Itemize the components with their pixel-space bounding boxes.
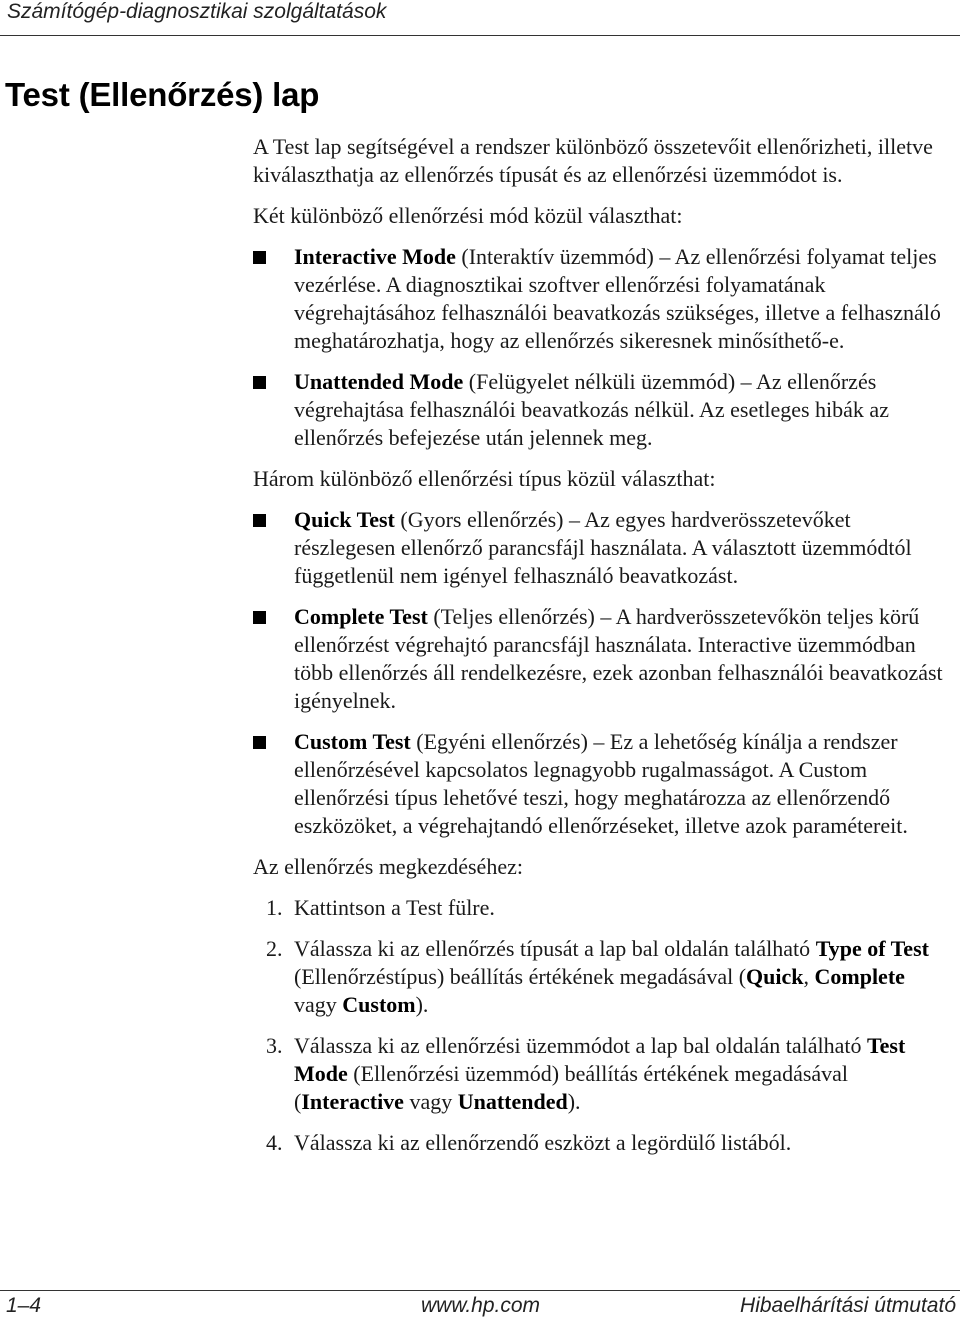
bullet-square-icon (253, 251, 266, 264)
option-label: Test Mode (294, 1033, 906, 1086)
option-value: Complete (814, 964, 905, 989)
step-text: vagy (294, 992, 343, 1017)
step-item (253, 935, 953, 1019)
step-number: 3. (266, 1033, 283, 1058)
description: (Gyors ellenőrzés) – Az egyes hardverösszetevőket részlegesen ellenőrző parancsfájl használata. A választott üzemmódtól függetlenül nem igényel felhasználó beavatkozást. (294, 507, 912, 588)
modes-lead: Két különböző ellenőrzési mód közül választhat: (253, 203, 683, 228)
modes-list (253, 243, 953, 452)
types-lead: Három különböző ellenőrzési típus közül választhat: (253, 466, 716, 491)
description: (Teljes ellenőrzés) – A hardverösszetevőkön teljes körű ellenőrzést végrehajtó parancsfájl használata. Interactive üzemmódban több ellenőrzés áll rendelkezésre, ezek azonban felhasználói beavatkozást igényelnek. (294, 604, 943, 713)
step-text: Kattintson a Test fülre. (294, 895, 495, 920)
list-item (253, 506, 953, 590)
step-item (253, 1032, 953, 1116)
step-text: Válassza ki az ellenőrzendő eszközt a legördülő listából. (294, 1130, 792, 1155)
running-header: Számítógép-diagnosztikai szolgáltatások (7, 0, 387, 23)
step-number: 4. (266, 1130, 283, 1155)
steps-list (253, 894, 953, 1157)
step-item (253, 1129, 953, 1157)
term: Quick Test (294, 507, 395, 532)
list-item (253, 728, 953, 840)
page-number: 1–4 (6, 1294, 42, 1317)
types-list (253, 506, 953, 840)
term: Unattended Mode (294, 369, 464, 394)
list-item (253, 603, 953, 715)
description: (Felügyelet nélküli üzemmód) – Az ellenőrzés végrehajtása felhasználói beavatkozás nélkül. Az esetleges hibák az ellenőrzés befejezése után jelennek meg. (294, 369, 889, 450)
step-text: ). (567, 1089, 581, 1114)
option-value: Interactive (301, 1089, 404, 1114)
description: (Egyéni ellenőrzés) – Ez a lehetőség kínálja a rendszer ellenőrzésével kapcsolatos legnagyobb rugalmasságot. A Custom ellenőrzési típus lehetővé teszi, hogy meghatározza az ellenőrzendő eszközöket, a végrehajtandó ellenőrzéseket, illetve azok paramétereit. (294, 729, 908, 838)
step-number: 2. (266, 936, 283, 961)
step-number: 1. (266, 895, 283, 920)
option-value: Unattended (457, 1089, 568, 1114)
step-text: ). (415, 992, 429, 1017)
step-text: , (803, 964, 815, 989)
list-item (253, 368, 953, 452)
step-text: Válassza ki az ellenőrzés típusát a lap bal oldalán található (294, 936, 816, 961)
step-text: (Ellenőrzéstípus) beállítás értékének megadásával ( (294, 964, 747, 989)
term: Interactive Mode (294, 244, 456, 269)
footer-url: www.hp.com (421, 1294, 541, 1317)
description: (Interaktív üzemmód) – Az ellenőrzési folyamat teljes vezérlése. A diagnosztikai szoftver ellenőrzési folyamatának végrehajtásához felhasználói beavatkozás szükséges, illetve a felhasználó meghatározhatja, hogy az ellenőrzés sikeresnek minősíthető-e. (294, 244, 941, 353)
footer-divider (0, 1290, 960, 1291)
option-value: Custom (342, 992, 416, 1017)
step-text: Válassza ki az ellenőrzési üzemmódot a lap bal oldalán található (294, 1033, 867, 1058)
header-divider (0, 35, 960, 36)
step-item (253, 894, 953, 922)
page-title: Test (Ellenőrzés) lap (5, 76, 320, 113)
step-text: vagy (403, 1089, 458, 1114)
steps-lead: Az ellenőrzés megkezdéséhez: (253, 854, 523, 879)
option-value: Quick (746, 964, 804, 989)
term: Complete Test (294, 604, 428, 629)
term: Custom Test (294, 729, 411, 754)
bullet-square-icon (253, 611, 266, 624)
bullet-square-icon (253, 736, 266, 749)
intro-paragraph: A Test lap segítségével a rendszer különböző összetevőit ellenőrizheti, illetve kiválaszthatja az ellenőrzés típusát és az ellenőrzési üzemmódot is. (253, 134, 933, 187)
footer-doc-title: Hibaelhárítási útmutató (740, 1294, 956, 1317)
option-label: Type of Test (815, 936, 929, 961)
main-content (253, 133, 953, 1170)
bullet-square-icon (253, 376, 266, 389)
list-item (253, 243, 953, 355)
bullet-square-icon (253, 514, 266, 527)
step-text: (Ellenőrzési üzemmód) beállítás értékének megadásával ( (294, 1061, 849, 1114)
